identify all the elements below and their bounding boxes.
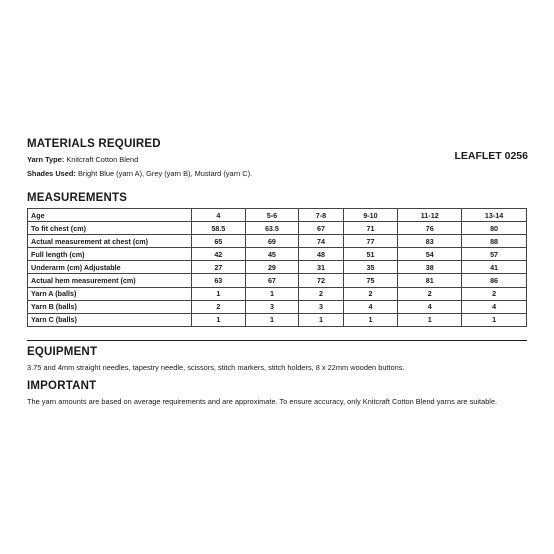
table-cell: 54 [398, 248, 462, 261]
shades-label: Shades Used: [27, 169, 76, 178]
table-cell: 63.5 [245, 222, 299, 235]
table-cell: 4 [462, 300, 527, 313]
table-cell: 80 [462, 222, 527, 235]
table-cell: 1 [343, 313, 398, 326]
yarn-type-line [27, 155, 138, 164]
table-row [28, 209, 527, 222]
table-cell: 2 [343, 287, 398, 300]
table-cell: 67 [245, 274, 299, 287]
row-label: Full length (cm) [28, 248, 192, 261]
table-cell: 1 [398, 313, 462, 326]
table-cell: 7-8 [299, 209, 343, 222]
section-divider [27, 340, 527, 341]
table-cell: 42 [192, 248, 246, 261]
table-cell: 5-6 [245, 209, 299, 222]
measurements-table [27, 208, 527, 327]
table-cell: 58.5 [192, 222, 246, 235]
table-cell: 69 [245, 235, 299, 248]
table-cell: 35 [343, 261, 398, 274]
table-cell: 4 [398, 300, 462, 313]
yarn-type-label: Yarn Type: [27, 155, 65, 164]
table-cell: 51 [343, 248, 398, 261]
leaflet-number: LEAFLET 0256 [454, 150, 528, 162]
table-cell: 2 [192, 300, 246, 313]
table-cell: 13-14 [462, 209, 527, 222]
table-cell: 31 [299, 261, 343, 274]
table-row [28, 248, 527, 261]
row-label: Yarn C (balls) [28, 313, 192, 326]
table-cell: 74 [299, 235, 343, 248]
table-cell: 1 [192, 313, 246, 326]
table-cell: 81 [398, 274, 462, 287]
table-cell: 65 [192, 235, 246, 248]
table-cell: 11-12 [398, 209, 462, 222]
equipment-heading: EQUIPMENT [27, 346, 98, 358]
table-cell: 88 [462, 235, 527, 248]
shades-value: Bright Blue (yarn A), Grey (yarn B), Mustard (yarn C). [77, 169, 253, 178]
table-cell: 3 [245, 300, 299, 313]
yarn-type-value: Knitcraft Cotton Blend [66, 155, 139, 164]
table-cell: 57 [462, 248, 527, 261]
table-cell: 45 [245, 248, 299, 261]
measurements-heading: MEASUREMENTS [27, 192, 128, 204]
equipment-text: 3.75 and 4mm straight needles, tapestry needle, scissors, stitch markers, stitch holders, 8 x 22mm wooden buttons. [27, 363, 405, 372]
table-cell: 2 [398, 287, 462, 300]
table-cell: 2 [462, 287, 527, 300]
table-cell: 67 [299, 222, 343, 235]
table-row [28, 222, 527, 235]
table-cell: 4 [343, 300, 398, 313]
table-cell: 3 [299, 300, 343, 313]
table-cell: 41 [462, 261, 527, 274]
row-label: Yarn A (balls) [28, 287, 192, 300]
table-cell: 38 [398, 261, 462, 274]
row-label: Yarn B (balls) [28, 300, 192, 313]
table-cell: 48 [299, 248, 343, 261]
table-cell: 75 [343, 274, 398, 287]
table-cell: 63 [192, 274, 246, 287]
table-row [28, 300, 527, 313]
row-label: Actual measurement at chest (cm) [28, 235, 192, 248]
table-row [28, 274, 527, 287]
row-label: Actual hem measurement (cm) [28, 274, 192, 287]
row-label: Underarm (cm) Adjustable [28, 261, 192, 274]
table-cell: 29 [245, 261, 299, 274]
table-row [28, 235, 527, 248]
table-cell: 71 [343, 222, 398, 235]
table-cell: 9-10 [343, 209, 398, 222]
table-cell: 76 [398, 222, 462, 235]
table-cell: 86 [462, 274, 527, 287]
table-cell: 83 [398, 235, 462, 248]
table-row [28, 313, 527, 326]
table-cell: 1 [245, 313, 299, 326]
table-cell: 1 [245, 287, 299, 300]
important-text: The yarn amounts are based on average requirements and are approximate. To ensure accuracy, only Knitcraft Cotton Blend yarns are suitable. [27, 397, 498, 406]
materials-heading: MATERIALS REQUIRED [27, 138, 161, 150]
table-row [28, 287, 527, 300]
important-heading: IMPORTANT [27, 380, 97, 392]
table-cell: 1 [192, 287, 246, 300]
shades-line [27, 169, 252, 178]
table-cell: 2 [299, 287, 343, 300]
table-cell: 1 [299, 313, 343, 326]
row-label: Age [28, 209, 192, 222]
row-label: To fit chest (cm) [28, 222, 192, 235]
table-cell: 1 [462, 313, 527, 326]
table-cell: 72 [299, 274, 343, 287]
table-cell: 27 [192, 261, 246, 274]
table-row [28, 261, 527, 274]
table-cell: 77 [343, 235, 398, 248]
table-cell: 4 [192, 209, 246, 222]
